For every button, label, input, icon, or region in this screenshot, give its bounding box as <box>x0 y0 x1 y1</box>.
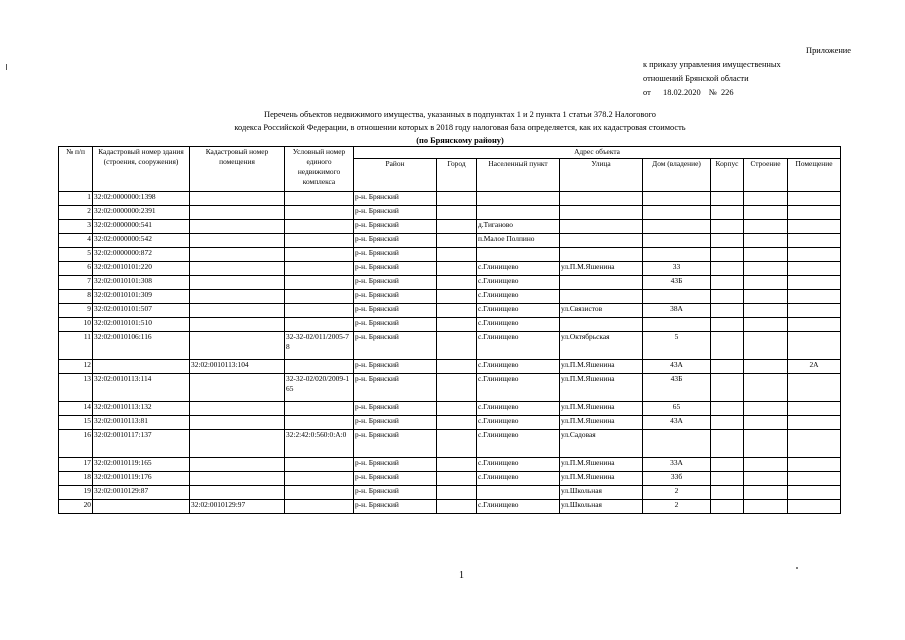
premises-cadastral-cell <box>190 290 285 304</box>
table-row <box>59 486 841 500</box>
district-cell: р-н. Брянский <box>354 472 437 486</box>
korpus-cell <box>711 262 744 276</box>
street-cell <box>560 276 643 290</box>
district-cell: р-н. Брянский <box>354 402 437 416</box>
header-stroenie: Строение <box>744 159 788 192</box>
district-cell: р-н. Брянский <box>354 276 437 290</box>
house-cell: 2 <box>643 500 711 514</box>
stroenie-cell <box>744 458 788 472</box>
header-address: Адрес объекта <box>354 147 841 159</box>
street-cell <box>560 234 643 248</box>
pomeschenie-cell <box>788 290 841 304</box>
settlement-cell: с.Глинищево <box>477 430 560 458</box>
korpus-cell <box>711 304 744 318</box>
building-cadastral-cell: 32:02:0000000:542 <box>93 234 190 248</box>
header-korpus: Корпус <box>711 159 744 192</box>
complex-number-cell <box>285 360 354 374</box>
house-cell: 38А <box>643 304 711 318</box>
pomeschenie-cell <box>788 332 841 360</box>
settlement-cell: с.Глинищево <box>477 458 560 472</box>
pomeschenie-cell <box>788 248 841 262</box>
settlement-cell <box>477 192 560 206</box>
street-cell: ул.П.М.Яшенина <box>560 262 643 276</box>
district-cell: р-н. Брянский <box>354 500 437 514</box>
stroenie-cell <box>744 290 788 304</box>
appendix-note <box>643 44 853 100</box>
settlement-cell: с.Глинищево <box>477 332 560 360</box>
complex-number-cell <box>285 318 354 332</box>
building-cadastral-cell: 32:02:0010106:116 <box>93 332 190 360</box>
korpus-cell <box>711 234 744 248</box>
house-cell <box>643 318 711 332</box>
pomeschenie-cell <box>788 472 841 486</box>
row-number: 20 <box>59 500 93 514</box>
settlement-cell: с.Глинищево <box>477 276 560 290</box>
table-row <box>59 500 841 514</box>
header-row <box>59 147 841 159</box>
city-cell <box>437 486 477 500</box>
korpus-cell <box>711 402 744 416</box>
district-cell: р-н. Брянский <box>354 248 437 262</box>
settlement-cell: с.Глинищево <box>477 304 560 318</box>
korpus-cell <box>711 430 744 458</box>
complex-number-cell <box>285 192 354 206</box>
header-street: Улица <box>560 159 643 192</box>
table-row <box>59 304 841 318</box>
table-row <box>59 290 841 304</box>
premises-cadastral-cell <box>190 318 285 332</box>
row-number: 13 <box>59 374 93 402</box>
premises-cadastral-cell <box>190 332 285 360</box>
house-cell: 43А <box>643 416 711 430</box>
district-cell: р-н. Брянский <box>354 486 437 500</box>
building-cadastral-cell: 32:02:0010101:220 <box>93 262 190 276</box>
house-cell <box>643 206 711 220</box>
city-cell <box>437 248 477 262</box>
row-number: 4 <box>59 234 93 248</box>
row-number: 3 <box>59 220 93 234</box>
building-cadastral-cell: 32:02:0010101:510 <box>93 318 190 332</box>
pomeschenie-cell <box>788 206 841 220</box>
premises-cadastral-cell: 32:02:0010113:104 <box>190 360 285 374</box>
settlement-cell: с.Глинищево <box>477 262 560 276</box>
street-cell <box>560 290 643 304</box>
table-row <box>59 402 841 416</box>
house-cell <box>643 430 711 458</box>
page-number: 1 <box>459 570 464 581</box>
pomeschenie-cell <box>788 192 841 206</box>
house-cell: 43А <box>643 360 711 374</box>
settlement-cell: д.Тиганово <box>477 220 560 234</box>
pomeschenie-cell <box>788 318 841 332</box>
complex-number-cell <box>285 234 354 248</box>
row-number: 6 <box>59 262 93 276</box>
house-cell: 43Б <box>643 374 711 402</box>
city-cell <box>437 360 477 374</box>
complex-number-cell <box>285 290 354 304</box>
stroenie-cell <box>744 430 788 458</box>
korpus-cell <box>711 416 744 430</box>
table-row <box>59 248 841 262</box>
stroenie-cell <box>744 360 788 374</box>
street-cell <box>560 248 643 262</box>
house-cell <box>643 220 711 234</box>
table-row <box>59 374 841 402</box>
city-cell <box>437 416 477 430</box>
district-cell: р-н. Брянский <box>354 332 437 360</box>
appendix-date-line: от 18.02.2020 № 226 <box>643 88 734 97</box>
scan-speck <box>796 567 798 569</box>
table-row <box>59 192 841 206</box>
row-number: 14 <box>59 402 93 416</box>
building-cadastral-cell: 32:02:0000000:872 <box>93 248 190 262</box>
row-number: 8 <box>59 290 93 304</box>
settlement-cell: с.Глинищево <box>477 416 560 430</box>
korpus-cell <box>711 374 744 402</box>
house-cell <box>643 290 711 304</box>
settlement-cell: с.Глинищево <box>477 374 560 402</box>
premises-cadastral-cell <box>190 486 285 500</box>
stroenie-cell <box>744 486 788 500</box>
pomeschenie-cell <box>788 374 841 402</box>
pomeschenie-cell <box>788 402 841 416</box>
complex-number-cell <box>285 458 354 472</box>
table-row <box>59 276 841 290</box>
district-cell: р-н. Брянский <box>354 304 437 318</box>
pomeschenie-cell <box>788 486 841 500</box>
settlement-cell <box>477 206 560 220</box>
table-row <box>59 360 841 374</box>
premises-cadastral-cell <box>190 430 285 458</box>
table-row <box>59 220 841 234</box>
table-row <box>59 206 841 220</box>
header-pomeschenie: Помещение <box>788 159 841 192</box>
city-cell <box>437 430 477 458</box>
korpus-cell <box>711 248 744 262</box>
korpus-cell <box>711 486 744 500</box>
street-cell: ул.П.М.Яшенина <box>560 402 643 416</box>
city-cell <box>437 276 477 290</box>
table-row <box>59 472 841 486</box>
pomeschenie-cell <box>788 276 841 290</box>
pomeschenie-cell <box>788 430 841 458</box>
row-number: 15 <box>59 416 93 430</box>
settlement-cell: с.Глинищево <box>477 318 560 332</box>
appendix-order-line: к приказу управления имущественных <box>643 60 781 69</box>
premises-cadastral-cell <box>190 262 285 276</box>
district-cell: р-н. Брянский <box>354 192 437 206</box>
street-cell: ул.П.М.Яшенина <box>560 472 643 486</box>
table-row <box>59 416 841 430</box>
pomeschenie-cell <box>788 234 841 248</box>
building-cadastral-cell: 32:02:0010129:87 <box>93 486 190 500</box>
complex-number-cell <box>285 276 354 290</box>
district-cell: р-н. Брянский <box>354 220 437 234</box>
korpus-cell <box>711 318 744 332</box>
scan-speck <box>6 64 7 70</box>
building-cadastral-cell: 32:02:0010117:137 <box>93 430 190 458</box>
header-premises-cadastral: Кадастровый номер помещения <box>190 147 285 192</box>
row-number: 9 <box>59 304 93 318</box>
stroenie-cell <box>744 220 788 234</box>
row-number: 7 <box>59 276 93 290</box>
row-number: 2 <box>59 206 93 220</box>
stroenie-cell <box>744 332 788 360</box>
property-register-table <box>58 146 841 514</box>
stroenie-cell <box>744 416 788 430</box>
premises-cadastral-cell <box>190 234 285 248</box>
table-row <box>59 332 841 360</box>
row-number: 16 <box>59 430 93 458</box>
stroenie-cell <box>744 248 788 262</box>
document-title-line2: кодекса Российской Федерации, в отношении которых в 2018 году налоговая база определяется, как их кадастровая стоимость <box>234 123 686 132</box>
street-cell <box>560 206 643 220</box>
stroenie-cell <box>744 374 788 402</box>
district-cell: р-н. Брянский <box>354 206 437 220</box>
pomeschenie-cell <box>788 500 841 514</box>
complex-number-cell <box>285 206 354 220</box>
appendix-authority-line: отношений Брянской области <box>643 74 749 83</box>
city-cell <box>437 206 477 220</box>
settlement-cell: п.Малое Полпино <box>477 234 560 248</box>
house-cell: 33А <box>643 458 711 472</box>
settlement-cell: с.Глинищево <box>477 360 560 374</box>
street-cell: ул.П.М.Яшенина <box>560 458 643 472</box>
row-number: 5 <box>59 248 93 262</box>
stroenie-cell <box>744 262 788 276</box>
stroenie-cell <box>744 276 788 290</box>
appendix-label: Приложение <box>806 46 851 55</box>
city-cell <box>437 192 477 206</box>
complex-number-cell: 32-32-02/020/2009-165 <box>285 374 354 402</box>
building-cadastral-cell: 32:02:0000000:1398 <box>93 192 190 206</box>
settlement-cell <box>477 248 560 262</box>
settlement-cell: с.Глинищево <box>477 472 560 486</box>
building-cadastral-cell: 32:02:0000000:541 <box>93 220 190 234</box>
street-cell: ул.Связистов <box>560 304 643 318</box>
row-number: 17 <box>59 458 93 472</box>
city-cell <box>437 500 477 514</box>
premises-cadastral-cell <box>190 402 285 416</box>
premises-cadastral-cell <box>190 192 285 206</box>
building-cadastral-cell: 32:02:0010113:114 <box>93 374 190 402</box>
korpus-cell <box>711 220 744 234</box>
pomeschenie-cell: 2А <box>788 360 841 374</box>
settlement-cell: с.Глинищево <box>477 402 560 416</box>
district-cell: р-н. Брянский <box>354 374 437 402</box>
settlement-cell: с.Глинищево <box>477 500 560 514</box>
district-cell: р-н. Брянский <box>354 458 437 472</box>
city-cell <box>437 374 477 402</box>
settlement-cell: с.Глинищево <box>477 290 560 304</box>
building-cadastral-cell: 32:02:0010113:81 <box>93 416 190 430</box>
pomeschenie-cell <box>788 220 841 234</box>
building-cadastral-cell: 32:02:0010119:176 <box>93 472 190 486</box>
city-cell <box>437 234 477 248</box>
stroenie-cell <box>744 304 788 318</box>
complex-number-cell <box>285 486 354 500</box>
premises-cadastral-cell <box>190 248 285 262</box>
premises-cadastral-cell <box>190 304 285 318</box>
premises-cadastral-cell <box>190 416 285 430</box>
row-number: 10 <box>59 318 93 332</box>
table-row <box>59 458 841 472</box>
complex-number-cell <box>285 304 354 318</box>
korpus-cell <box>711 192 744 206</box>
city-cell <box>437 318 477 332</box>
premises-cadastral-cell <box>190 220 285 234</box>
table-row <box>59 234 841 248</box>
header-district: Район <box>354 159 437 192</box>
street-cell <box>560 220 643 234</box>
pomeschenie-cell <box>788 262 841 276</box>
building-cadastral-cell: 32:02:0010101:308 <box>93 276 190 290</box>
premises-cadastral-cell <box>190 374 285 402</box>
building-cadastral-cell: 32:02:0010119:165 <box>93 458 190 472</box>
header-num: № п/п <box>59 147 93 192</box>
stroenie-cell <box>744 206 788 220</box>
district-cell: р-н. Брянский <box>354 430 437 458</box>
house-cell: 33 <box>643 262 711 276</box>
table-row <box>59 430 841 458</box>
row-number: 19 <box>59 486 93 500</box>
complex-number-cell: 32-32-02/011/2005-78 <box>285 332 354 360</box>
header-house: Дом (владение) <box>643 159 711 192</box>
table-row <box>59 262 841 276</box>
building-cadastral-cell: 32:02:0000000:2391 <box>93 206 190 220</box>
stroenie-cell <box>744 472 788 486</box>
premises-cadastral-cell <box>190 206 285 220</box>
house-cell: 5 <box>643 332 711 360</box>
city-cell <box>437 290 477 304</box>
settlement-cell <box>477 486 560 500</box>
korpus-cell <box>711 332 744 360</box>
building-cadastral-cell: 32:02:0010101:309 <box>93 290 190 304</box>
complex-number-cell <box>285 262 354 276</box>
premises-cadastral-cell: 32:02:0010129:97 <box>190 500 285 514</box>
district-cell: р-н. Брянский <box>354 234 437 248</box>
street-cell: ул.Школьная <box>560 500 643 514</box>
city-cell <box>437 458 477 472</box>
korpus-cell <box>711 458 744 472</box>
header-complex-number: Условный номер единого недвижимого комплекса <box>285 147 354 192</box>
street-cell: ул.П.М.Яшенина <box>560 416 643 430</box>
header-city: Город <box>437 159 477 192</box>
street-cell: ул.П.М.Яшенина <box>560 374 643 402</box>
city-cell <box>437 402 477 416</box>
district-cell: р-н. Брянский <box>354 262 437 276</box>
complex-number-cell <box>285 220 354 234</box>
complex-number-cell <box>285 500 354 514</box>
building-cadastral-cell: 32:02:0010101:507 <box>93 304 190 318</box>
premises-cadastral-cell <box>190 458 285 472</box>
street-cell: ул.Садовая <box>560 430 643 458</box>
korpus-cell <box>711 472 744 486</box>
korpus-cell <box>711 206 744 220</box>
complex-number-cell <box>285 416 354 430</box>
stroenie-cell <box>744 402 788 416</box>
complex-number-cell <box>285 402 354 416</box>
table-body <box>59 192 841 514</box>
district-cell: р-н. Брянский <box>354 416 437 430</box>
document-title-line3: (по Брянскому району) <box>416 136 504 145</box>
street-cell: ул.П.М.Яшенина <box>560 360 643 374</box>
document-title-line1: Перечень объектов недвижимого имущества, указанных в подпунктах 1 и 2 пункта 1 статьи 378.2 Налогового <box>264 110 656 119</box>
building-cadastral-cell <box>93 500 190 514</box>
city-cell <box>437 262 477 276</box>
pomeschenie-cell <box>788 458 841 472</box>
row-number: 1 <box>59 192 93 206</box>
city-cell <box>437 472 477 486</box>
header-settlement: Населенный пункт <box>477 159 560 192</box>
street-cell <box>560 192 643 206</box>
premises-cadastral-cell <box>190 276 285 290</box>
district-cell: р-н. Брянский <box>354 360 437 374</box>
building-cadastral-cell: 32:02:0010113:132 <box>93 402 190 416</box>
street-cell <box>560 318 643 332</box>
city-cell <box>437 332 477 360</box>
header-building-cadastral: Кадастровый номер здания (строения, сооружения) <box>93 147 190 192</box>
row-number: 18 <box>59 472 93 486</box>
building-cadastral-cell <box>93 360 190 374</box>
house-cell: 43Б <box>643 276 711 290</box>
house-cell <box>643 248 711 262</box>
row-number: 12 <box>59 360 93 374</box>
premises-cadastral-cell <box>190 472 285 486</box>
korpus-cell <box>711 276 744 290</box>
stroenie-cell <box>744 318 788 332</box>
table-row <box>59 318 841 332</box>
house-cell <box>643 192 711 206</box>
korpus-cell <box>711 500 744 514</box>
stroenie-cell <box>744 192 788 206</box>
complex-number-cell <box>285 472 354 486</box>
city-cell <box>437 220 477 234</box>
district-cell: р-н. Брянский <box>354 290 437 304</box>
house-cell: 2 <box>643 486 711 500</box>
stroenie-cell <box>744 234 788 248</box>
house-cell <box>643 234 711 248</box>
street-cell: ул.Школьная <box>560 486 643 500</box>
stroenie-cell <box>744 500 788 514</box>
complex-number-cell: 32:2:42:0:560:0:А:0 <box>285 430 354 458</box>
korpus-cell <box>711 360 744 374</box>
korpus-cell <box>711 290 744 304</box>
pomeschenie-cell <box>788 416 841 430</box>
row-number: 11 <box>59 332 93 360</box>
pomeschenie-cell <box>788 304 841 318</box>
street-cell: ул.Октябрьская <box>560 332 643 360</box>
house-cell: 65 <box>643 402 711 416</box>
house-cell: 33б <box>643 472 711 486</box>
district-cell: р-н. Брянский <box>354 318 437 332</box>
city-cell <box>437 304 477 318</box>
complex-number-cell <box>285 248 354 262</box>
